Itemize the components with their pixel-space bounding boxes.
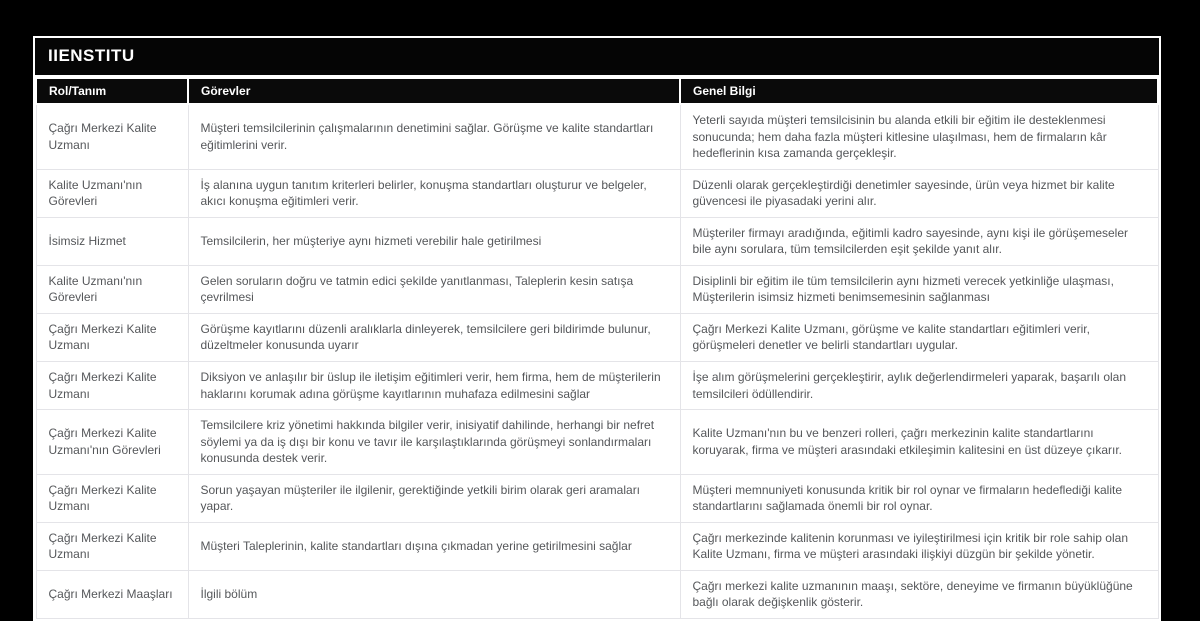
- cell-gorevler: Gelen soruların doğru ve tatmin edici şekilde yanıtlanması, Taleplerin kesin satışa çevrilmesi: [188, 265, 680, 313]
- table-row: [36, 313, 1158, 361]
- cell-gorevler: İş alanına uygun tanıtım kriterleri belirler, konuşma standartları oluşturur ve belgeler, akıcı konuşma eğitimleri verir.: [188, 169, 680, 217]
- cell-gorevler: Müşteri temsilcilerinin çalışmalarının denetimini sağlar. Görüşme ve kalite standartları eğitimlerini verir.: [188, 104, 680, 169]
- table-row: [36, 410, 1158, 475]
- cell-gorevler: Sorun yaşayan müşteriler ile ilgilenir, gerektiğinde yetkili birim olarak geri aramaları yapar.: [188, 474, 680, 522]
- cell-role: İsimsiz Hizmet: [36, 217, 188, 265]
- cell-gorevler: Diksiyon ve anlaşılır bir üslup ile iletişim eğitimleri verir, hem firma, hem de müşterilerin haklarını korumak adına görüşme kayıtlarının muhafaza edilmesini sağlar: [188, 362, 680, 410]
- cell-gorevler: Temsilcilere kriz yönetimi hakkında bilgiler verir, inisiyatif dahilinde, herhangi bir nefret söylemi ya da iş dışı bir konu ve tavır ile karşılaştıklarında görüşmeyi sonlandırmaları konusunda destek verir.: [188, 410, 680, 475]
- cell-role: Kalite Uzmanı'nın Görevleri: [36, 265, 188, 313]
- table-row: [36, 522, 1158, 570]
- cell-gorevler: Müşteri Taleplerinin, kalite standartları dışına çıkmadan yerine getirilmesini sağlar: [188, 522, 680, 570]
- table-row: [36, 265, 1158, 313]
- cell-role: Çağrı Merkezi Kalite Uzmanı: [36, 362, 188, 410]
- column-header-gorevler: Görevler: [188, 78, 680, 104]
- cell-role: Çağrı Merkezi Kalite Uzmanı: [36, 474, 188, 522]
- cell-genel-bilgi: Düzenli olarak gerçekleştirdiği denetimler sayesinde, ürün veya hizmet bir kalite güvencesi ile piyasadaki yerini alır.: [680, 169, 1158, 217]
- cell-genel-bilgi: Kalite Uzmanı'nın bu ve benzeri rolleri, çağrı merkezinin kalite standartlarını koruyarak, firma ve müşteri arasındaki etkileşimin kalitesini en üst düzeye çıkarır.: [680, 410, 1158, 475]
- table-row: [36, 169, 1158, 217]
- table-row: [36, 104, 1158, 169]
- cell-role: Çağrı Merkezi Kalite Uzmanı'nın Görevleri: [36, 410, 188, 475]
- table-row: [36, 217, 1158, 265]
- cell-genel-bilgi: Çağrı merkezinde kalitenin korunması ve iyileştirilmesi için kritik bir role sahip olan Kalite Uzmanı, firma ve müşteri arasındaki ilişkiyi düzgün bir şekilde yönetir.: [680, 522, 1158, 570]
- content-card: [33, 36, 1161, 621]
- cell-role: Kalite Uzmanı'nın Görevleri: [36, 169, 188, 217]
- cell-gorevler: Temsilcilerin, her müşteriye aynı hizmeti verebilir hale getirilmesi: [188, 217, 680, 265]
- cell-genel-bilgi: Çağrı Merkezi Kalite Uzmanı, görüşme ve kalite standartları eğitimleri verir, görüşmeleri denetler ve belirli standartları uygular.: [680, 313, 1158, 361]
- roles-table: [35, 77, 1159, 619]
- cell-role: Çağrı Merkezi Kalite Uzmanı: [36, 313, 188, 361]
- column-header-rol-tanim: Rol/Tanım: [36, 78, 188, 104]
- table-body: [36, 104, 1158, 619]
- table-header: [36, 78, 1158, 104]
- cell-genel-bilgi: Müşteriler firmayı aradığında, eğitimli kadro sayesinde, aynı kişi ile görüşemeseler bile aynı sorulara, tüm temsilcilerden eşit şekilde yanıt alır.: [680, 217, 1158, 265]
- cell-role: Çağrı Merkezi Kalite Uzmanı: [36, 522, 188, 570]
- table-header-row: [36, 78, 1158, 104]
- cell-genel-bilgi: Disiplinli bir eğitim ile tüm temsilcilerin aynı hizmeti verecek yetkinliğe ulaşması, Müşterilerin isimsiz hizmeti benimsemesinin sağlanması: [680, 265, 1158, 313]
- cell-genel-bilgi: Çağrı merkezi kalite uzmanının maaşı, sektöre, deneyime ve firmanın büyüklüğüne bağlı olarak değişkenlik gösterir.: [680, 570, 1158, 618]
- cell-gorevler: Görüşme kayıtlarını düzenli aralıklarla dinleyerek, temsilcilere geri bildirimde bulunur, düzeltmeler konusunda uyarır: [188, 313, 680, 361]
- cell-role: Çağrı Merkezi Kalite Uzmanı: [36, 104, 188, 169]
- table-row: [36, 570, 1158, 618]
- table-row: [36, 362, 1158, 410]
- cell-genel-bilgi: Yeterli sayıda müşteri temsilcisinin bu alanda etkili bir eğitim ile desteklenmesi sonucunda; hem daha fazla müşteri kitlesine ulaşılması, hem de firmaların kâr hedeflerinin kısa zamanda gerçekleşir.: [680, 104, 1158, 169]
- column-header-genel-bilgi: Genel Bilgi: [680, 78, 1158, 104]
- cell-role: Çağrı Merkezi Maaşları: [36, 570, 188, 618]
- cell-genel-bilgi: Müşteri memnuniyeti konusunda kritik bir rol oynar ve firmaların hedeflediği kalite standartlarını sağlamada önemli bir rol oynar.: [680, 474, 1158, 522]
- cell-gorevler: İlgili bölüm: [188, 570, 680, 618]
- page-title: IIENSTITU: [35, 38, 1159, 75]
- cell-genel-bilgi: İşe alım görüşmelerini gerçekleştirir, aylık değerlendirmeleri yaparak, başarılı olan temsilcileri ödüllendirir.: [680, 362, 1158, 410]
- table-row: [36, 474, 1158, 522]
